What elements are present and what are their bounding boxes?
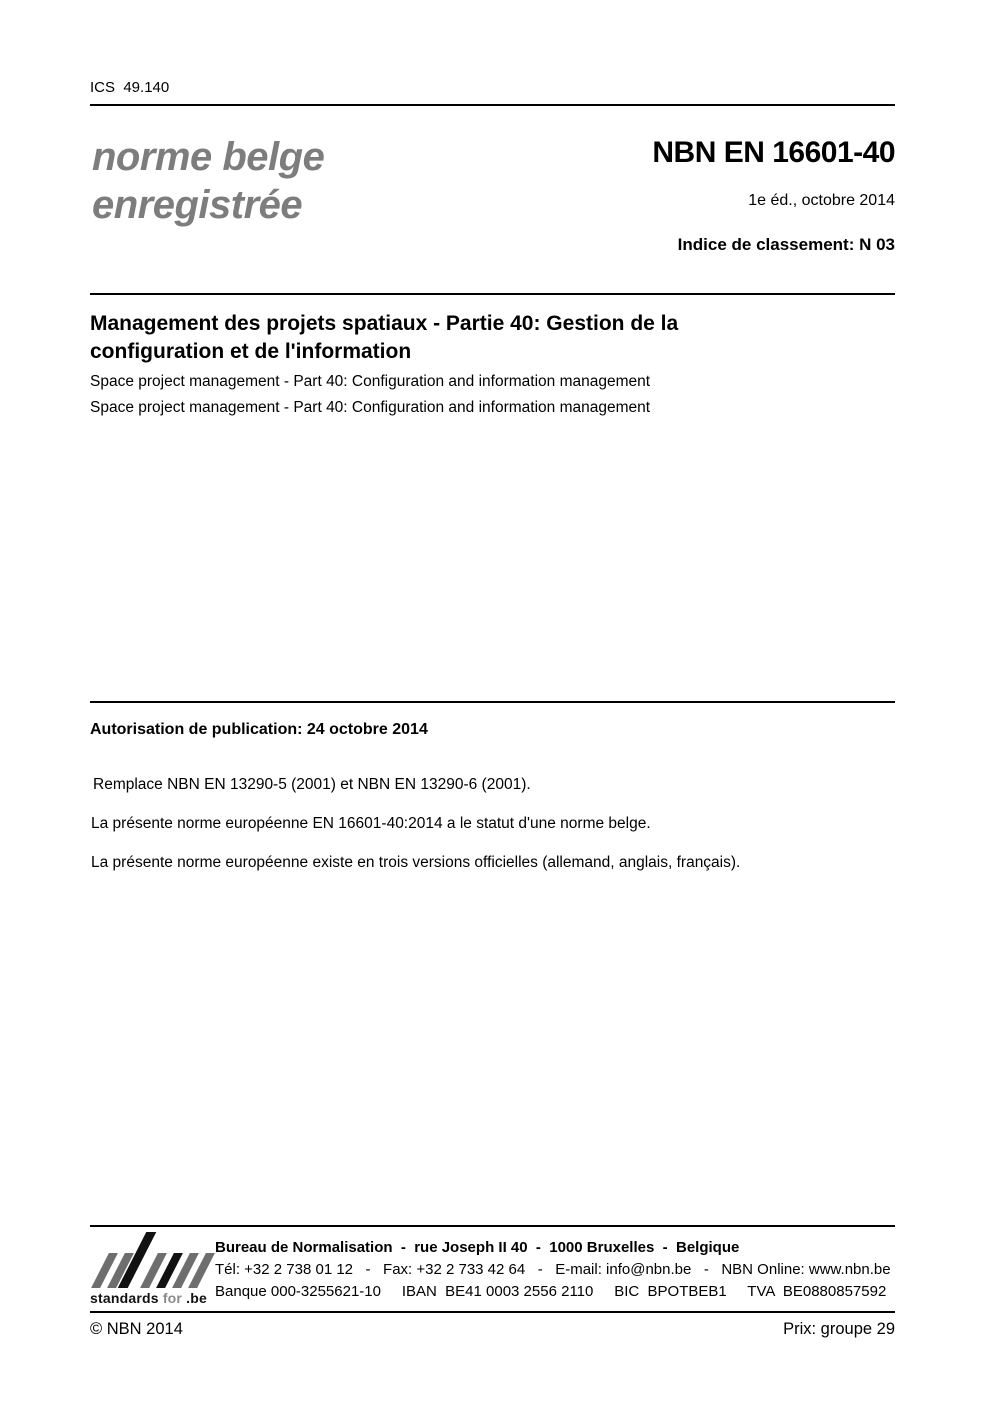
authorization-divider — [90, 701, 895, 703]
title-english-2: Space project management - Part 40: Configuration and information management — [90, 399, 651, 416]
title-divider — [90, 293, 895, 295]
nbn-logo — [90, 1232, 212, 1288]
logo-caption-for: for — [162, 1290, 183, 1306]
versions-note: La présente norme européenne existe en trois versions officielles (allemand, anglais, français). — [91, 854, 741, 871]
publisher-bank-info: Banque 000-3255621-10 IBAN BE41 0003 2556 2110 BIC BPOTBEB1 TVA BE0880857592 — [215, 1283, 887, 1300]
title-french-line1: Management des projets spatiaux - Partie 40: Gestion de la — [90, 312, 679, 335]
publisher-info — [215, 1237, 891, 1303]
document-number: NBN EN 16601-40 — [652, 136, 895, 169]
brand-title — [92, 133, 324, 229]
logo-caption-be: .be — [182, 1290, 207, 1306]
header-divider — [90, 104, 895, 106]
footer-divider — [90, 1225, 895, 1227]
publication-authorization: Autorisation de publication: 24 octobre 2014 — [90, 721, 428, 738]
brand-title-line2: enregistrée — [92, 183, 303, 227]
copyright-notice: © NBN 2014 — [90, 1320, 183, 1338]
ics-code: ICS 49.140 — [90, 79, 170, 96]
status-note: La présente norme européenne EN 16601-40:2014 a le statut d'une norme belge. — [91, 815, 651, 832]
replacement-note: Remplace NBN EN 13290-5 (2001) et NBN EN 13290-6 (2001). — [93, 776, 531, 793]
price-group: Prix: groupe 29 — [783, 1320, 895, 1338]
logo-caption — [90, 1290, 207, 1306]
title-french-line2: configuration et de l'information — [90, 340, 412, 363]
bottom-divider — [90, 1311, 895, 1313]
publisher-contact: Tél: +32 2 738 01 12 - Fax: +32 2 733 42 64 - E-mail: info@nbn.be - NBN Online: www.nbn.be — [215, 1261, 891, 1278]
publisher-address: Bureau de Normalisation - rue Joseph II 40 - 1000 Bruxelles - Belgique — [215, 1239, 740, 1256]
nbn-logo-bars — [90, 1232, 212, 1288]
brand-title-line1: norme belge — [92, 135, 325, 179]
title-french — [90, 310, 810, 366]
title-english-1: Space project management - Part 40: Configuration and information management — [90, 373, 651, 390]
logo-caption-standards: standards — [90, 1290, 163, 1306]
classification-index: Indice de classement: N 03 — [677, 235, 895, 254]
document-identification — [652, 136, 895, 255]
document-edition: 1e éd., octobre 2014 — [748, 192, 895, 209]
